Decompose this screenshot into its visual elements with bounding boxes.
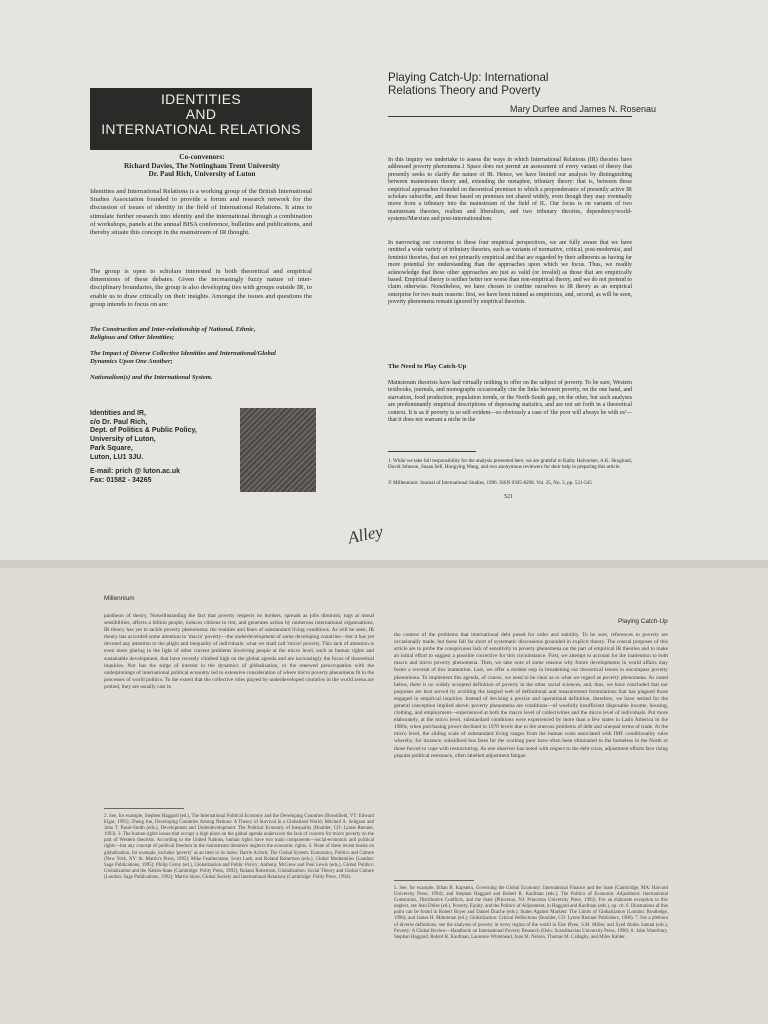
copyright-line: © Millennium: Journal of International Studies, 1996. ISSN 0305-8298. Vol. 25, No. 3, pp. 521-545 [388, 480, 592, 486]
topic-item: The Impact of Diverse Collective Identities and International/Global Dynamics Upon One Another; [90, 350, 276, 366]
coconveners-label: Co-convenors: [179, 152, 225, 161]
email-line: E-mail: prich @ luton.ac.uk [90, 468, 181, 476]
right-footnotes: 5. See, for example, Ethan B. Kapstein, Governing the Global Economy: International Finance and the State (Cambridge, MA: Harvard University Press, 1994); and Stephan Haggard and Robert R. Kaufman (eds.), The Politics of Economic Adjustment: International Constraints, Distributive Conflicts, and the State (Princeton, NJ: Princeton University Press, 1992). For an elaborate exception to this neglect, see Jean Drèze (ed.), Poverty, Equity, and the Politics of Adjustment, in Haggard and Kaufman (eds.), op. cit. 6. Illustrations of this point can be found in Robert Boyer and Daniel Drache (eds.), States Against Markets: The Limits of Globalization (London: Routledge, 1996); and James H. Mittelman (ed.), Globalization: Critical Reflections (Boulder, CO: Lynne Rienner Publishers, 1996). 7. For a plethora of diverse definitions, see the analyses of poverty in every region of the world in Else Øyen, S.M. Miller, and Syed Abdus Samad (eds.), Poverty: A Global Review—Handbook on International Poverty Research (Oslo: Scandinavian University Press, 1996). 8. John Waterbury, Stephan Haggard, Robert R. Kaufman, Laurence Whitehead, Joan M. Nelson, Thomas M. Callaghy, and Miles Kahler. [394, 886, 668, 940]
footnote: 1. While we take full responsibility for the analysis presented here, we are grateful to Kathy Halvorsen, A.K. Skoglund, David Johnson, Susan Sell, Hongying Wang, and two anonymous reviewers for their help in preparing this article. [388, 458, 632, 471]
handwritten-signature: Alley [346, 521, 385, 548]
right-footnote-rule [394, 880, 474, 881]
title-line: Relations Theory and Poverty [388, 84, 541, 97]
address-line: Identities and IR, [90, 410, 147, 417]
banner-line: AND [185, 106, 217, 122]
left-footnote-rule [104, 808, 184, 809]
page-number: 521 [504, 494, 513, 500]
banner-line: IDENTITIES [160, 91, 241, 107]
topic-item: Nationalism(s) and the International System. [90, 374, 213, 381]
intro-paragraph: Identities and International Relations is a working group of the British International Studies Association founded to provide a forum and research network for the discussion of issues of identity in the field of International Relations. It aims to stimulate further research into identity and the international through a combination of workshops, panels at the annual BISA conference, bulletins and publications, and thereby situate this concept in the mainstream of IR thought. [90, 188, 312, 237]
banner-line: INTERNATIONAL RELATIONS [101, 121, 301, 137]
fax-line: Fax: 01582 - 34265 [90, 476, 152, 484]
photo-image [240, 408, 316, 492]
article-paragraph: Mainstream theorists have had virtually nothing to offer on the subject of poverty. To be sure, Western textbooks, journals, and monographs occasionally cite the links between poverty, on the one hand, and starvation, food production, population trends, or the North-South gap, on the other, but such analyses are predominantly empirical descriptions of depressing statistics, and are not set forth in a theoretical context. It is as if poverty is so self-evident—so obviously a case of 'the poor will always be with us'—that it does not warrant a niche in the [388, 380, 632, 424]
left-running-header: Millennium [104, 595, 135, 602]
address-line: c/o Dr. Paul Rich, [90, 418, 148, 426]
address-block [90, 410, 197, 486]
article-authors: Mary Durfee and James N. Rosenau [510, 104, 657, 114]
address-line: Dept. of Politics & Public Policy, [90, 427, 197, 435]
address-line: Park Square, [90, 444, 133, 452]
right-running-header: Playing Catch-Up [618, 618, 668, 625]
coconveners-block [92, 153, 312, 179]
coconvener-name: Richard Davies, The Nottingham Trent University [124, 160, 280, 170]
article-paragraph: In this inquiry we undertake to assess the ways in which International Relations (IR) theories have addressed poverty phenomena.1 Space does not permit an assessment of every variant of theory that presently seeks to clarify the nature of IR. Hence, we have limited our analysis by distinguishing between mainstream theory and, extending the metaphor, tributary theory: that is, between those empirical approaches founded on theoretical premises to which a preponderance of presently active IR scholars subscribe, and those based on premises not shared widely, even though they may eventually move from a tributary into the mainstream of the field of IL. Our focus is on variants of two mainstream theories, realism and liberalism, and two tributary theories, dependency/world-systems/Marxism and post-internationalism. [388, 157, 632, 223]
address-line: University of Luton, [90, 436, 156, 444]
footnote-rule [388, 451, 476, 452]
left-body-text: pantheon of theory. Notwithstanding the fact that poverty respects no borders, spreads as jobs diminish, tugs at moral sensibilities, affects a billion people, induces citizens to riot, and generates action by numerous international organisations, IR theory has yet to tackle poverty phenomena: the realities and fears of substandard living conditions. As will be seen, IR theory has accorded some attention to 'macro' poverty—the underdevelopment of some developing countries—but it has yet devoted any attention to the plight and inequality of individuals: what we shall call 'micro' poverty. This lack of attention is even more glaring in the light of other current problems involving people at the micro level, such as human rights and sustainable development, that have recently climbed high on the global agenda and are increasingly the focus of theoretical inquiries. Nor has the surge of interest in the dynamics of globalisation, or the renewed preoccupation with the underpinnings of international political economy led to extensive consideration of where micro poverty phenomena fit in the processes of world politics. To the extent that the collective roles played by underdeveloped countries in the world arena are probed, they are usually cast in [104, 613, 374, 690]
topic-item: The Construction and Inter-relationship of National, Ethnic, Religious and Other Identities; [90, 326, 256, 342]
article-paragraph: In narrowing our concerns to these four empirical perspectives, we are fully aware that we have omitted a wide variety of tributary theories, such as variants of normative, critical, post-modernist, and feminist theories, that are not primarily empirical and that are regarded by their adherents as having far more potential for understanding than the approaches upon which we focus. Thus, we readily acknowledge that these other approaches are just as valid (or invalid) as those that are empirically based. Empirical theory is neither better nor worse than non-empirical theory, and we do not pretend to claim otherwise. Nonetheless, we have chosen to confine ourselves to IR theory as an empirical enterprise for two main reasons: first, we have been trained as empiricists, and, second, as will be seen, poverty phenomena remain ignored by empirical theorists. [388, 240, 632, 306]
section-heading: The Need to Play Catch-Up [388, 363, 467, 370]
bottom-scan [0, 568, 768, 1024]
identities-banner [90, 88, 312, 150]
right-body-text: the context of the problems that international debt posed for order and stability. To be sure, references to poverty are occasionally made, but these fall far short of systematic discussions grounded in explicit theory. The central purposes of this article are to probe the conspicuous lack of sensitivity to poverty phenomena on the part of empirical IR theories and to make an initial effort to suggest a possible corrective for this circumstance. First, we attempt to account for the inattention to both macro and micro poverty phenomena. Then, we take note of some reasons why future developments in world affairs may foster a reversal of this inattention. Last, we offer a modest step in broadening our theoretical lenses to encompass poverty phenomena. To implement this agenda, of course, we need to be clear as to what we regard as poverty phenomena. As noted below, there is no widely accepted definition of poverty in the other social sciences, and, thus, we have concluded that our purposes are best served by avoiding the tangled web of definitional and measurement formulations that has plagued those engaged in empirical inquiries. Instead of devising a precise and operational definition, therefore, we have settled for the general conception implied above: poverty phenomena are conditions—of woefully insufficient disposable income, housing, clothing, and employment—experienced at both the macro level of collectivities and the micro level of individuals. Put more elaborately, at the micro level, substandard conditions were experienced by more than a few states in Latin America in the 1980s, when purchasing power declined to 1970 levels due to the onerous problems of debt and unequal terms of trade. At the micro level, the sliding scale of substandard living ranges from the human costs associated with IMF conditionality rules whereby, for instance, subsidised bus fares for the working poor have often been eliminated to the homeless in the North or those forced to cope with restructuring. As one observer has noted with respect to the debt crisis, adjustment efforts face rising popular political resistance, often labelled adjustment fatigue. [394, 632, 668, 759]
title-line: Playing Catch-Up: International [388, 71, 549, 84]
coconvener-name: Dr. Paul Rich, University of Luton [148, 169, 256, 179]
group-paragraph: The group is open to scholars interested in both theoretical and empirical dimensions of these debates. Given the increasingly fuzzy nature of inter-disciplinary boundaries, the group is also developing ties with groups outside IR, to enable us to draw critically on their insights. Amongst the issues and questions the group intends to focus on are: [90, 268, 312, 308]
address-line: Luton, LU1 3JU. [90, 453, 144, 461]
article-title [388, 71, 548, 97]
left-footnotes: 2. See, for example, Stephen Haggard (ed.), The International Political Economy and the Developing Countries (Brookfield, VT: Edward Elgar, 1995); Zheng Jun, Developing Countries Among Nations: A Theory of Survival in a Globalized World; Mitchell A. Seligson and John T. Passé-Smith (eds.), Development and Underdevelopment: The Political Economy of Inequality (Boulder, CO: Lynne Rienner, 1993). 3. The human rights issues that occupy a high place on the global agenda underscore the lack of concern for micro poverty on the part of Western theorists. According to the United Nations, human rights have two main components—social-economic and political rights—but any concept of political freedom in the mainstream literature neglects the economic rights. 4. None of these recent books on globalisation, for example, includes 'poverty' as an item in its index: Barrie Axford, The Global System: Economics, Politics and Culture (New York, NY: St. Martin's Press, 1995); Mike Featherstone, Scott Lash, and Roland Robertson (eds.), Global Modernities (London: Sage Publications, 1995); Philip Cerny (ed.), Globalization and Public Policy; Anthony McGrew and Paul Lewis (eds.), Global Politics: Globalization and the Nation-State (Cambridge: Polity Press, 1992); Roland Robertson, Globalization: Social Theory and Global Culture (London: Sage Publications, 1992); Martin Shaw, Global Society and International Relations (Cambridge: Polity Press, 1994). [104, 814, 374, 880]
title-rule [388, 116, 632, 117]
